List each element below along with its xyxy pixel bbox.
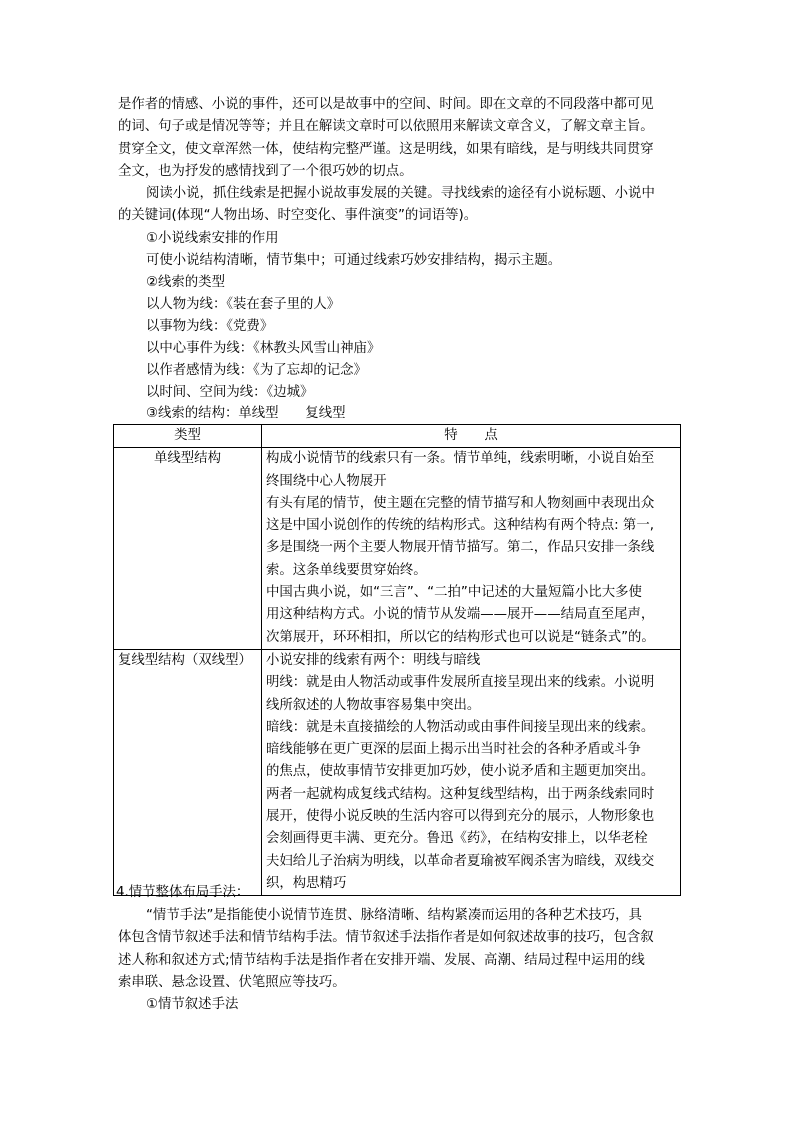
section2-heading: ②线索的类型 (146, 275, 225, 290)
feature-line: 两者一起就构成复线式结构。这种复线型结构，出于两条线索同时 (266, 786, 655, 802)
section4-paragraph (118, 905, 688, 994)
clue-type-item: 以人物为线：《装在套子里的人》 (146, 297, 341, 312)
table-cell-type: 复线型结构（双线型） (114, 649, 262, 895)
feature-line: 这是中国小说创作的传统的结构形式。这种结构有两个特点: 第一, (266, 518, 654, 534)
intro-line: 的词、句子或是情况等等；并且在解读文章时可以依照用来解读文章含义，了解文章主旨。 (118, 119, 654, 135)
section1-heading: ①小说线索安排的作用 (146, 231, 279, 246)
feature-line: 会刻画得更丰满、更充分。鲁迅《药》，在结构安排上，以华老栓 (266, 831, 648, 847)
intro-paragraph (118, 94, 688, 183)
intro-line: 全文，也为抒发的感情找到了一个很巧妙的切点。 (118, 163, 413, 179)
section4-line: 索串联、悬念设置、伏笔照应等技巧。 (118, 974, 346, 990)
reading-line: 阅读小说，抓住线索是把握小说故事发展的关键。寻找线索的途径有小说标题、小说中 (146, 186, 655, 201)
section4-line: “情节手法”是指能使小说情节连贯、脉络清晰、结构紧凑而运用的各种艺术技巧，具 (146, 908, 642, 923)
reading-paragraph (118, 183, 688, 228)
structure-table (113, 424, 681, 896)
table-header-feature: 特 点 (262, 425, 681, 448)
feature-line: 明线：就是由人物活动或事件发展所直接呈现出来的线索。小说明 (266, 675, 655, 691)
feature-line: 夫妇给儿子治病为明线，以革命者夏瑜被军阀杀害为暗线，双线交 (266, 853, 655, 869)
table-header-type: 类型 (114, 425, 262, 448)
intro-line: 是作者的情感、小说的事件，还可以是故事中的空间、时间。即在文章的不同段落中都可见 (118, 97, 654, 112)
clue-type-item: 以时间、空间为线：《边城》 (146, 385, 314, 400)
reading-line: 的关键词(体现“人物出场、时空变化、事件演变”的词语等)。 (118, 208, 478, 224)
table-row (114, 649, 681, 895)
table-cell-feature (262, 448, 681, 650)
feature-line: 暗线能够在更广更深的层面上揭示出当时社会的各种矛盾或斗争 (266, 742, 641, 758)
feature-line: 暗线：就是未直接描绘的人物活动或由事件间接呈现出来的线索。 (266, 719, 655, 735)
section4-line: 体包含情节叙述手法和情节结构手法。情节叙述手法指作者是如何叙述故事的技巧，包含叙 (118, 930, 654, 946)
table-cell-feature (262, 649, 681, 895)
clue-type-item: 以事物为线：《党费》 (146, 319, 274, 334)
section1-body: 可使小说结构清晰，情节集中；可通过线索巧妙安排结构，揭示主题。 (146, 253, 562, 268)
clue-type-item: 以中心事件为线：《林教头风雪山神庙》 (146, 341, 381, 356)
feature-line: 多是围绕一两个主要人物展开情节描写。第二，作品只安排一条线 (266, 540, 655, 556)
feature-line: 织，构思精巧 (266, 875, 347, 891)
feature-line: 小说安排的线索有两个：明线与暗线 (266, 652, 481, 668)
feature-line: 线所叙述的人物故事容易集中突出。 (266, 697, 481, 713)
feature-line: 有头有尾的情节，使主题在完整的情节描写和人物刻画中表现出众 (266, 495, 655, 511)
table-header-row (114, 425, 681, 448)
section3-heading: ③线索的结构：单线型 复线型 (146, 406, 346, 421)
feature-line: 用这种结构方式。小说的情节从发端——展开——结局直至尾声， (266, 607, 655, 623)
intro-line: 贯穿全文，使文章浑然一体，使结构完整严谨。这是明线，如果有暗线，是与明线共同贯穿 (118, 141, 654, 157)
table-cell-type: 单线型结构 (114, 448, 262, 650)
feature-line: 的焦点，使故事情节安排更加巧妙，使小说矛盾和主题更加突出。 (266, 764, 655, 780)
clue-type-item: 以作者感情为线：《为了忘却的记念》 (146, 363, 367, 378)
feature-line: 中国古典小说，如“三言”、“二拍”中记述的大量短篇小比大多使 (266, 585, 642, 601)
section4-heading: 4.情节整体布局手法： (116, 885, 250, 900)
feature-line: 终围绕中心人物展开 (266, 473, 387, 489)
feature-line: 构成小说情节的线索只有一条。情节单纯，线索明晰，小说自始至 (266, 451, 655, 467)
section4-sub-heading: ①情节叙述手法 (146, 997, 239, 1012)
feature-line: 次第展开，环环相扣，所以它的结构形式也可以说是“链条式”的。 (266, 629, 655, 645)
feature-line: 展开，使得小说反映的生活内容可以得到充分的展示，人物形象也 (266, 809, 655, 825)
section4-line: 述人称和叙述方式;情节结构手法是指作者在安排开端、发展、高潮、结局过程中运用的线 (118, 952, 645, 968)
feature-line: 索。这条单线要贯穿始终。 (266, 562, 427, 578)
table-row (114, 448, 681, 650)
